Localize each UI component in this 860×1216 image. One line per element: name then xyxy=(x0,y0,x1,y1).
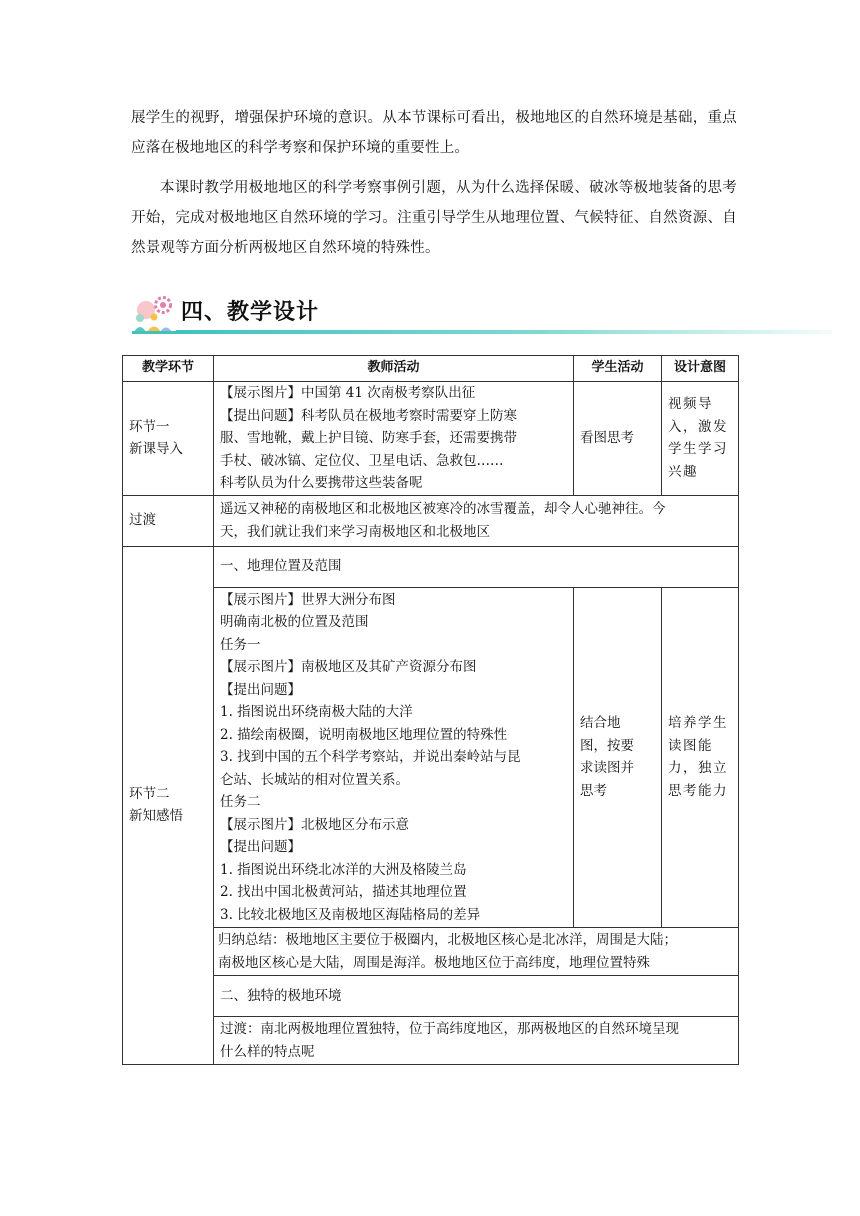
heading-underline xyxy=(176,330,832,334)
transition-label: 过渡 xyxy=(123,495,214,546)
header-stage: 教学环节 xyxy=(123,356,214,382)
section2-title: 二、独特的极地环境 xyxy=(214,976,739,1017)
stage2-name-cell: 环节二 新知感悟 xyxy=(123,546,214,1065)
table-row-stage1 xyxy=(123,382,739,496)
section-heading xyxy=(132,292,832,336)
stage2-teacher-cell: 【展示图片】世界大洲分布图 明确南北极的位置及范围 任务一 【展示图片】南极地区及其矿产资源分布图 【提出问题】 1. 指图说出环绕南极大陆的大洋 2. 描绘南极圈，说明南极地区地理位置的特殊性 3. 找到中国的五个科学考察站，并说出秦岭站与昆 仑站、长城站的相对位置关系。 任务二 【展示图片】北极地区分布示意 【提出问题】 1. 指图说出环绕北冰洋的大洲及格陵兰岛 2. 找出中国北极黄河站，描述其地理位置 3. 比较北极地区及南极地区海陆格局的差异 xyxy=(214,587,574,928)
header-design: 设计意图 xyxy=(662,356,739,382)
header-teacher: 教师活动 xyxy=(214,356,574,382)
stage2-design-cell: 培养学生 读图能 力，独立 思考能力 xyxy=(662,587,739,928)
table-row-transition xyxy=(123,495,739,546)
summary-cell: 归纳总结：极地地区主要位于极圈内，北极地区核心是北冰洋，周围是大陆； 南极地区核心是大陆，周围是海洋。极地地区位于高纬度，地理位置特殊 xyxy=(214,928,739,976)
intro-paragraph-2: 本课时教学用极地地区的科学考察事例引题，从为什么选择保暖、破冰等极地装备的思考开始，完成对极地地区自然环境的学习。注重引导学生从地理位置、气候特征、自然资源、自然景观等方面分析两极地区自然环境的特殊性。 xyxy=(131,180,737,256)
section-title: 四、教学设计 xyxy=(181,300,320,325)
gear-people-icon xyxy=(132,292,178,334)
intro-paragraph-1: 展学生的视野，增强保护环境的意识。从本节课标可看出，极地地区的自然环境是基础，重点应落在极地地区的科学考察和保护环境的重要性上。 xyxy=(131,110,737,156)
teaching-design-table xyxy=(122,355,739,1065)
table-row-stage2-tasks xyxy=(123,587,739,928)
stage1-teacher-cell: 【展示图片】中国第 41 次南极考察队出征 【提出问题】科考队员在极地考察时需要穿上防寒 服、雪地靴，戴上护目镜、防寒手套，还需要携带 手杖、破冰镐、定位仪、卫星电话、急救包…… 科考队员为什么要携带这些装备呢 xyxy=(214,382,574,496)
stage1-student-cell: 看图思考 xyxy=(574,382,662,496)
table-header-row xyxy=(123,356,739,382)
stage1-design-cell: 视频导 入，激发 学生学习 兴趣 xyxy=(662,382,739,496)
table-row-stage2-section1 xyxy=(123,546,739,587)
transition-text: 遥远又神秘的南极地区和北极地区被寒冷的冰雪覆盖，却令人心驰神往。今 天，我们就让我们来学习南极地区和北极地区 xyxy=(214,495,739,546)
stage1-name-cell: 环节一 新课导入 xyxy=(123,382,214,496)
table-row-stage2-section2 xyxy=(123,976,739,1017)
header-student: 学生活动 xyxy=(574,356,662,382)
stage2-student-cell: 结合地 图，按要 求读图并 思考 xyxy=(574,587,662,928)
table-row-summary xyxy=(123,928,739,976)
section1-title: 一、地理位置及范围 xyxy=(214,546,739,587)
stage2-transition-cell: 过渡：南北两极地理位置独特，位于高纬度地区，那两极地区的自然环境呈现 什么样的特点呢 xyxy=(214,1017,739,1065)
table-row-stage2-transition xyxy=(123,1017,739,1065)
